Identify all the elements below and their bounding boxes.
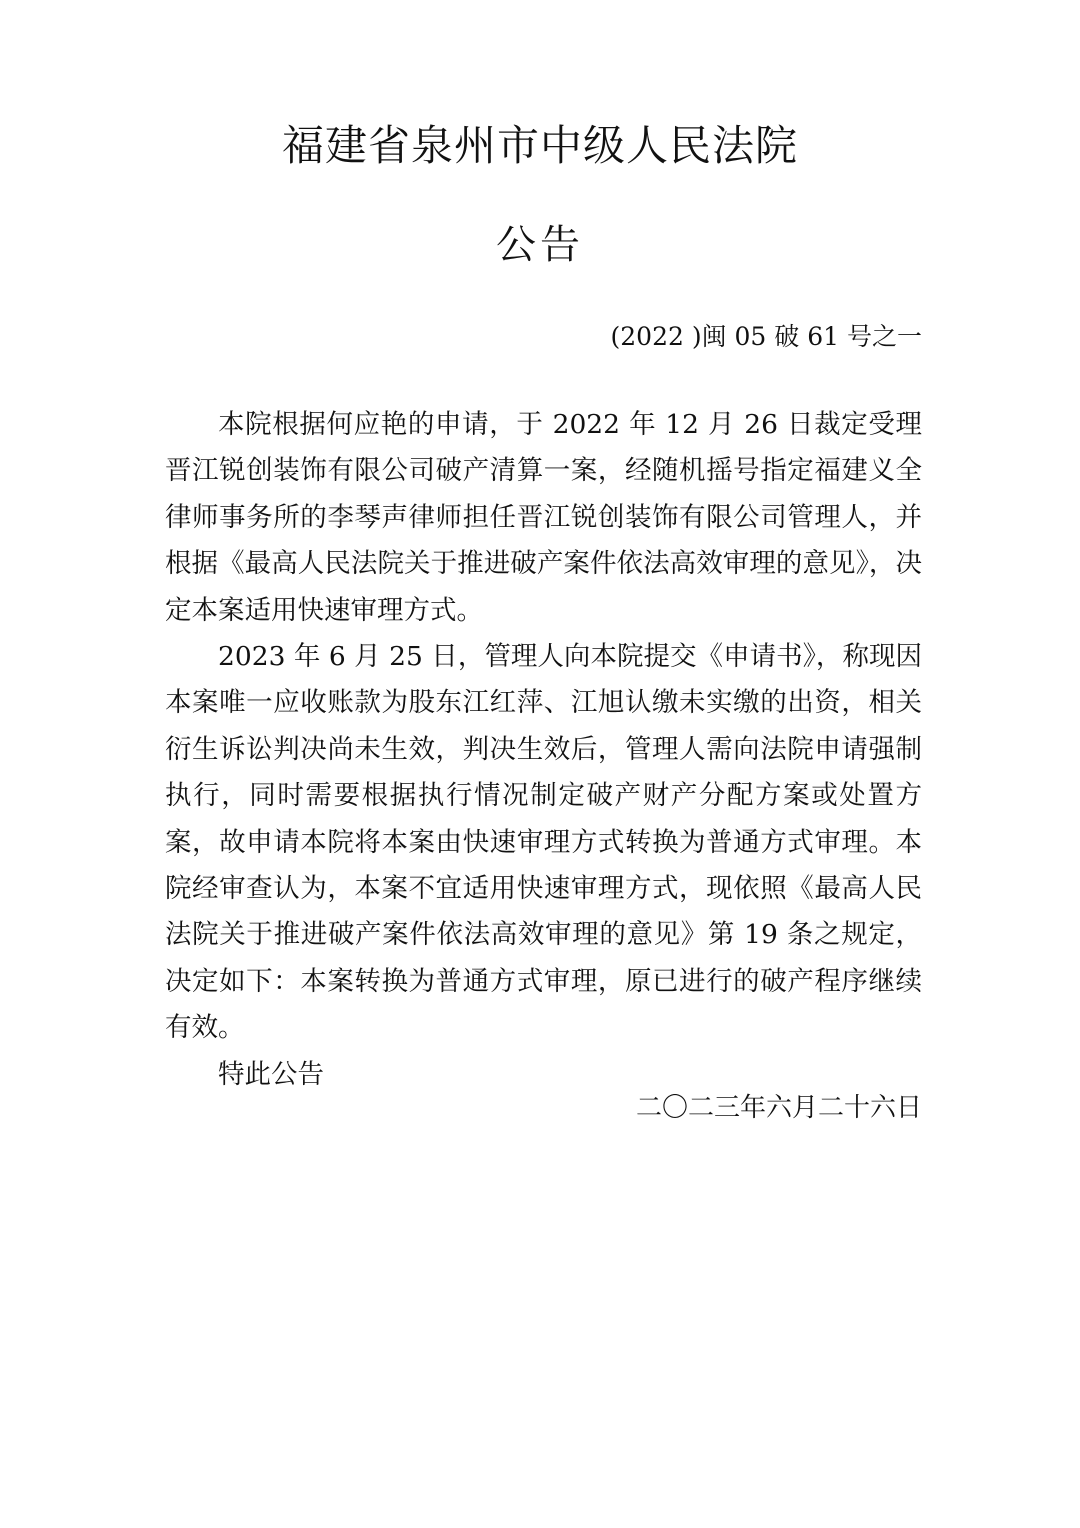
body-paragraph-closing: 特此公告 [218, 1058, 324, 1090]
case-number: (2022 )闽 05 破 61 号之一 [610, 322, 922, 351]
notice-body [165, 402, 922, 1098]
court-name-heading: 福建省泉州市中级人民法院 [281, 121, 798, 170]
issue-date: 二〇二三年六月二十六日 [635, 1093, 922, 1123]
notice-title: 公告 [496, 222, 584, 268]
body-paragraph-decision: 2023 年 6 月 25 日，管理人向本院提交《申请书》，称现因本案唯一应收账款为股东江红萍、江旭认缴未实缴的出资，相关衍生诉讼判决尚未生效，判决生效后，管理人需向法院申请强制执行，同时需要根据执行情况制定破产财产分配方案或处置方案，故申请本院将本案由快速审理方式转换为普通方式审理。本院经审查认为，本案不宜适用快速审理方式，现依照《最高人民法院关于推进破产案件依法高效审理的意见》第 19 条之规定，决定如下：本案转换为普通方式审理，原已进行的破产程序继续有效。 [165, 641, 922, 1044]
body-paragraph-acceptance: 本院根据何应艳的申请，于 2022 年 12 月 26 日裁定受理晋江锐创装饰有限公司破产清算一案，经随机摇号指定福建义全律师事务所的李琴声律师担任晋江锐创装饰有限公司管理人，并根据《最高人民法院关于推进破产案件依法高效审理的意见》，决定本案适用快速审理方式。 [165, 409, 922, 626]
